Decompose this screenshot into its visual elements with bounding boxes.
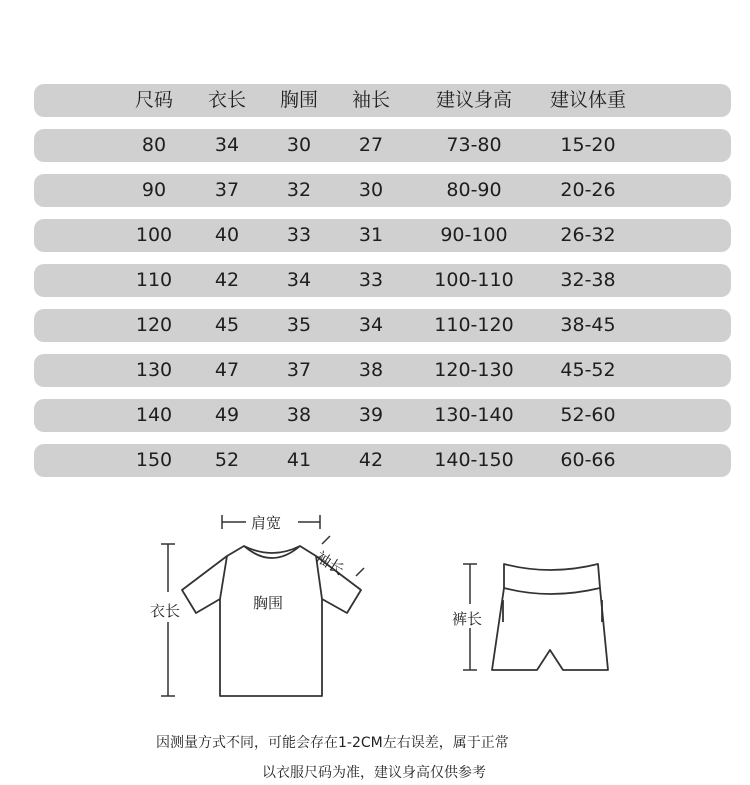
cell-chest: 41: [286, 449, 312, 471]
cell-length: 52: [214, 449, 240, 471]
header-length: 衣长: [207, 89, 246, 111]
sleeve-length-label: 袖长: [312, 547, 348, 579]
size-table: [34, 84, 731, 489]
header-chest: 胸围: [279, 89, 318, 111]
cell-length: 42: [214, 269, 240, 291]
table-row: [34, 174, 731, 207]
measurement-drawing: [0, 500, 750, 710]
body-length-label: 衣长: [150, 602, 181, 620]
cell-height: 73-80: [446, 134, 502, 156]
cell-length: 45: [214, 314, 240, 336]
cell-height: 80-90: [446, 179, 502, 201]
note-line-1: 因测量方式不同，可能会存在1-2CM左右误差，属于正常: [156, 735, 509, 751]
measurement-diagram: [0, 500, 750, 710]
cell-sleeve: 31: [358, 224, 384, 246]
cell-size: 120: [135, 314, 173, 336]
cell-height: 130-140: [434, 404, 514, 426]
header-size: 尺码: [134, 89, 173, 111]
chest-label: 胸围: [253, 594, 284, 612]
cell-sleeve: 34: [358, 314, 384, 336]
cell-height: 90-100: [440, 224, 508, 246]
note-line-2: 以衣服尺码为准，建议身高仅供参考: [262, 765, 486, 781]
table-row: [34, 129, 731, 162]
cell-length: 37: [214, 179, 240, 201]
cell-chest: 35: [286, 314, 312, 336]
cell-size: 150: [135, 449, 173, 471]
cell-size: 90: [141, 179, 167, 201]
cell-length: 47: [214, 359, 240, 381]
cell-height: 120-130: [434, 359, 514, 381]
cell-weight: 45-52: [560, 359, 616, 381]
cell-size: 100: [135, 224, 173, 246]
cell-weight: 20-26: [560, 179, 616, 201]
cell-length: 49: [214, 404, 240, 426]
cell-weight: 60-66: [560, 449, 616, 471]
cell-size: 140: [135, 404, 173, 426]
cell-length: 34: [214, 134, 240, 156]
cell-chest: 37: [286, 359, 312, 381]
header-weight: 建议体重: [549, 89, 626, 111]
cell-sleeve: 27: [358, 134, 384, 156]
cell-weight: 32-38: [560, 269, 616, 291]
cell-sleeve: 39: [358, 404, 384, 426]
shoulder-width-label: 肩宽: [251, 514, 282, 532]
header-height: 建议身高: [435, 89, 512, 111]
table-row: [34, 309, 731, 342]
cell-sleeve: 42: [358, 449, 384, 471]
table-header-row: [34, 84, 731, 117]
cell-length: 40: [214, 224, 240, 246]
cell-sleeve: 38: [358, 359, 384, 381]
cell-weight: 15-20: [560, 134, 616, 156]
cell-size: 110: [135, 269, 173, 291]
table-row: [34, 264, 731, 297]
table-row: [34, 219, 731, 252]
shorts-length-label: 裤长: [452, 610, 483, 628]
cell-height: 140-150: [434, 449, 514, 471]
table-row: [34, 354, 731, 387]
cell-chest: 32: [286, 179, 312, 201]
cell-size: 130: [135, 359, 173, 381]
cell-chest: 38: [286, 404, 312, 426]
cell-weight: 26-32: [560, 224, 616, 246]
cell-height: 100-110: [434, 269, 514, 291]
cell-chest: 34: [286, 269, 312, 291]
cell-sleeve: 33: [358, 269, 384, 291]
table-row: [34, 399, 731, 432]
cell-size: 80: [141, 134, 167, 156]
cell-weight: 52-60: [560, 404, 616, 426]
cell-chest: 33: [286, 224, 312, 246]
table-row: [34, 444, 731, 477]
cell-weight: 38-45: [560, 314, 616, 336]
shorts-outline: [492, 564, 608, 670]
header-sleeve: 袖长: [351, 89, 390, 111]
cell-height: 110-120: [434, 314, 514, 336]
cell-chest: 30: [286, 134, 312, 156]
cell-sleeve: 30: [358, 179, 384, 201]
